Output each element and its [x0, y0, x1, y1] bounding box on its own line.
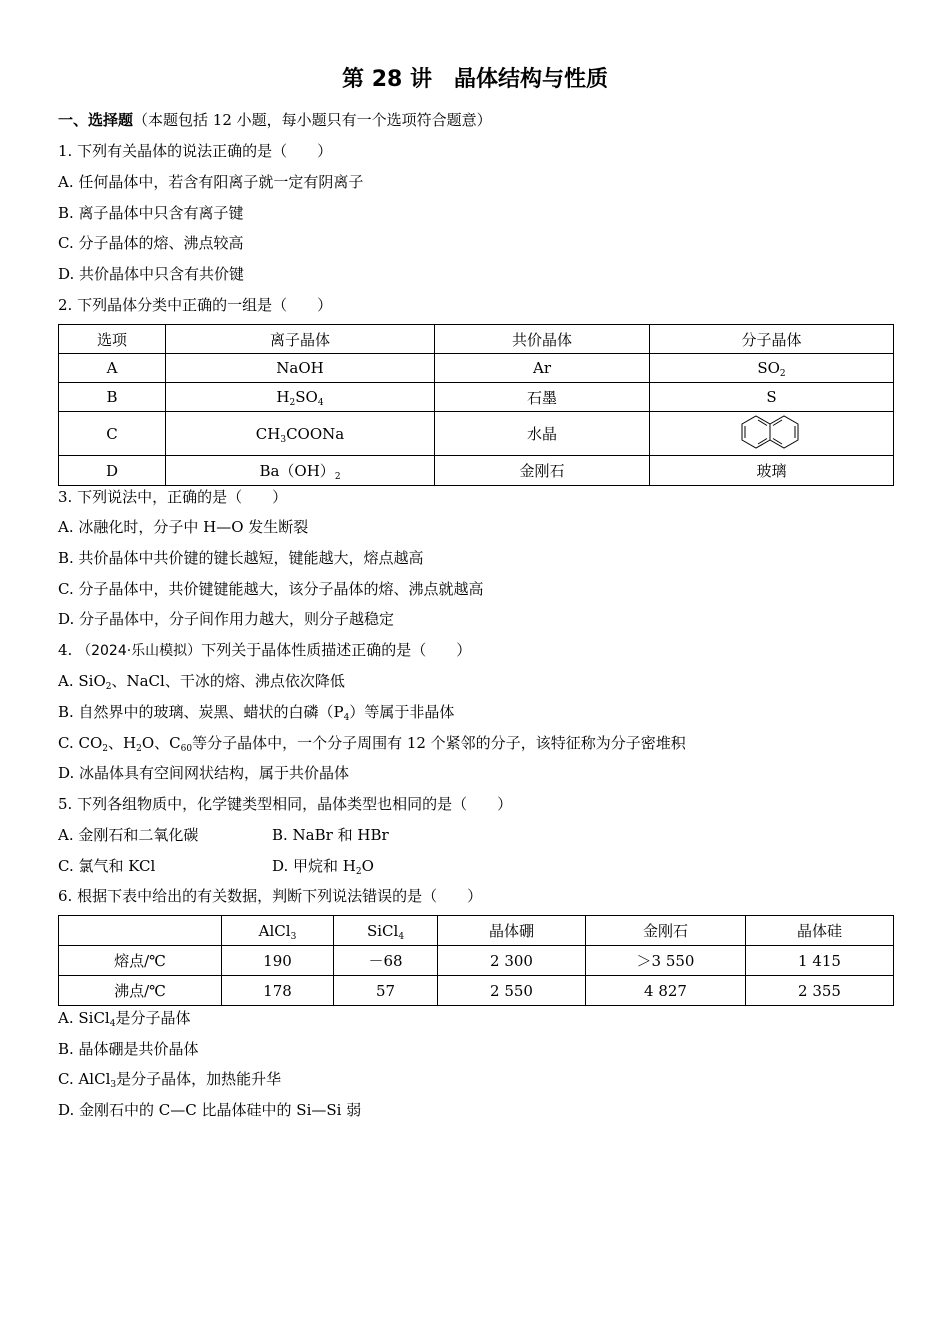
q6-option-b: B. 晶体硼是共价晶体 [58, 1040, 199, 1058]
q4-option-d: D. 冰晶体具有空间网状结构，属于共价晶体 [58, 764, 350, 782]
header-covalent: 共价晶体 [435, 325, 650, 354]
cell-value: 2 300 [438, 946, 586, 976]
q5-stem: 5. 下列各组物质中，化学键类型相同，晶体类型也相同的是（ ） [58, 795, 513, 813]
cell-value: 57 [334, 976, 438, 1006]
q4-option-c: C. $CO_2$、$H_2O$、$C_{60}$等分子晶体中，一个分子周围有 12 个紧邻的分子，该特征称为分子密堆积 [58, 734, 686, 754]
cell-covalent: Ar [435, 354, 650, 383]
q6-stem: 6. 根据下表中给出的有关数据，判断下列说法错误的是（ ） [58, 887, 483, 905]
q5-option-b: B. NaBr 和 HBr [272, 826, 389, 844]
q3-stem: 3. 下列说法中，正确的是（ ） [58, 488, 288, 506]
table-row [59, 354, 894, 383]
table-row [59, 456, 894, 486]
q3-option-c: C. 分子晶体中，共价键键能越大，该分子晶体的熔、沸点就越高 [58, 580, 484, 598]
cell-covalent: 石墨 [435, 383, 650, 412]
cell-option: B [59, 383, 166, 412]
header-boron: 晶体硼 [438, 916, 586, 946]
section-note: （本题包括 12 小题，每小题只有一个选项符合题意） [133, 111, 492, 129]
q4-option-b: B. 自然界中的玻璃、炭黑、蜡状的白磷$(P_4)$等属于非晶体 [58, 703, 455, 723]
header-diamond: 金刚石 [586, 916, 746, 946]
cell-option: A [59, 354, 166, 383]
cell-molecular: 玻璃 [650, 456, 894, 486]
header-silicon: 晶体硅 [746, 916, 894, 946]
q3-option-b: B. 共价晶体中共价键的键长越短，键能越大，熔点越高 [58, 549, 424, 567]
header-molecular: 分子晶体 [650, 325, 894, 354]
table-header-row [59, 325, 894, 354]
table-row [59, 412, 894, 456]
table-header-row [59, 916, 894, 946]
q2-classification-table [58, 324, 894, 486]
header-ionic: 离子晶体 [166, 325, 435, 354]
q1-stem: 1. 下列有关晶体的说法正确的是（ ） [58, 142, 333, 160]
q1-option-b: B. 离子晶体中只含有离子键 [58, 204, 244, 222]
cell-ionic: NaOH [166, 354, 435, 383]
q6-data-table [58, 915, 894, 1006]
q6-option-d: D. 金刚石中的 C—C 比晶体硅中的 Si—Si 弱 [58, 1101, 362, 1119]
q5-option-d: D. 甲烷和 $H_2O$ [272, 857, 374, 877]
q6-option-c: C. AlCl$_3$是分子晶体，加热能升华 [58, 1070, 282, 1090]
cell-molecular: S [650, 383, 894, 412]
q4-stem: 4. （2024·乐山模拟）下列关于晶体性质描述正确的是（ ） [58, 641, 472, 659]
cell-value: －68 [334, 946, 438, 976]
row-label: 熔点/℃ [59, 946, 222, 976]
header-blank [59, 916, 222, 946]
naphthalene-structure-icon [741, 413, 803, 451]
q4-option-a: A. SiO$_2$、NaCl、干冰的熔、沸点依次降低 [58, 672, 345, 692]
cell-ionic: $H_2SO_4$ [166, 383, 435, 412]
cell-value: 4 827 [586, 976, 746, 1006]
header-sicl4: SiCl$_4$ [334, 916, 438, 946]
table-row-boiling-point [59, 976, 894, 1006]
q5-option-c: C. 氯气和 KCl [58, 857, 156, 875]
cell-value: 2 355 [746, 976, 894, 1006]
q2-stem: 2. 下列晶体分类中正确的一组是（ ） [58, 296, 333, 314]
cell-value: 2 550 [438, 976, 586, 1006]
cell-molecular: $SO_2$ [650, 354, 894, 383]
header-option: 选项 [59, 325, 166, 354]
cell-ionic: $CH_3COONa$ [166, 412, 435, 456]
cell-value: 190 [222, 946, 334, 976]
cell-covalent: 水晶 [435, 412, 650, 456]
table-row [59, 383, 894, 412]
cell-option: D [59, 456, 166, 486]
q1-option-c: C. 分子晶体的熔、沸点较高 [58, 234, 244, 252]
q1-option-a: A. 任何晶体中，若含有阳离子就一定有阴离子 [58, 173, 364, 191]
cell-ionic: $Ba(OH)_2$ [166, 456, 435, 486]
cell-option: C [59, 412, 166, 456]
page-title: 第 28 讲 晶体结构与性质 [342, 67, 608, 92]
section-head-label: 一、选择题 [58, 111, 134, 129]
cell-molecular [650, 412, 894, 456]
cell-covalent: 金刚石 [435, 456, 650, 486]
table-row-melting-point [59, 946, 894, 976]
cell-value: 1 415 [746, 946, 894, 976]
cell-value: 178 [222, 976, 334, 1006]
header-alcl3: AlCl$_3$ [222, 916, 334, 946]
q3-option-d: D. 分子晶体中，分子间作用力越大，则分子越稳定 [58, 610, 395, 628]
q1-option-d: D. 共价晶体中只含有共价键 [58, 265, 245, 283]
q6-option-a: A. SiCl$_4$是分子晶体 [58, 1009, 191, 1029]
cell-value: ＞3 550 [586, 946, 746, 976]
q4-source-ref: （2024·乐山模拟） [77, 643, 202, 659]
section-heading [58, 110, 492, 130]
q3-option-a: A. 冰融化时，分子中 H—O 发生断裂 [58, 518, 309, 536]
row-label: 沸点/℃ [59, 976, 222, 1006]
q5-option-a: A. 金刚石和二氧化碳 [58, 826, 199, 844]
